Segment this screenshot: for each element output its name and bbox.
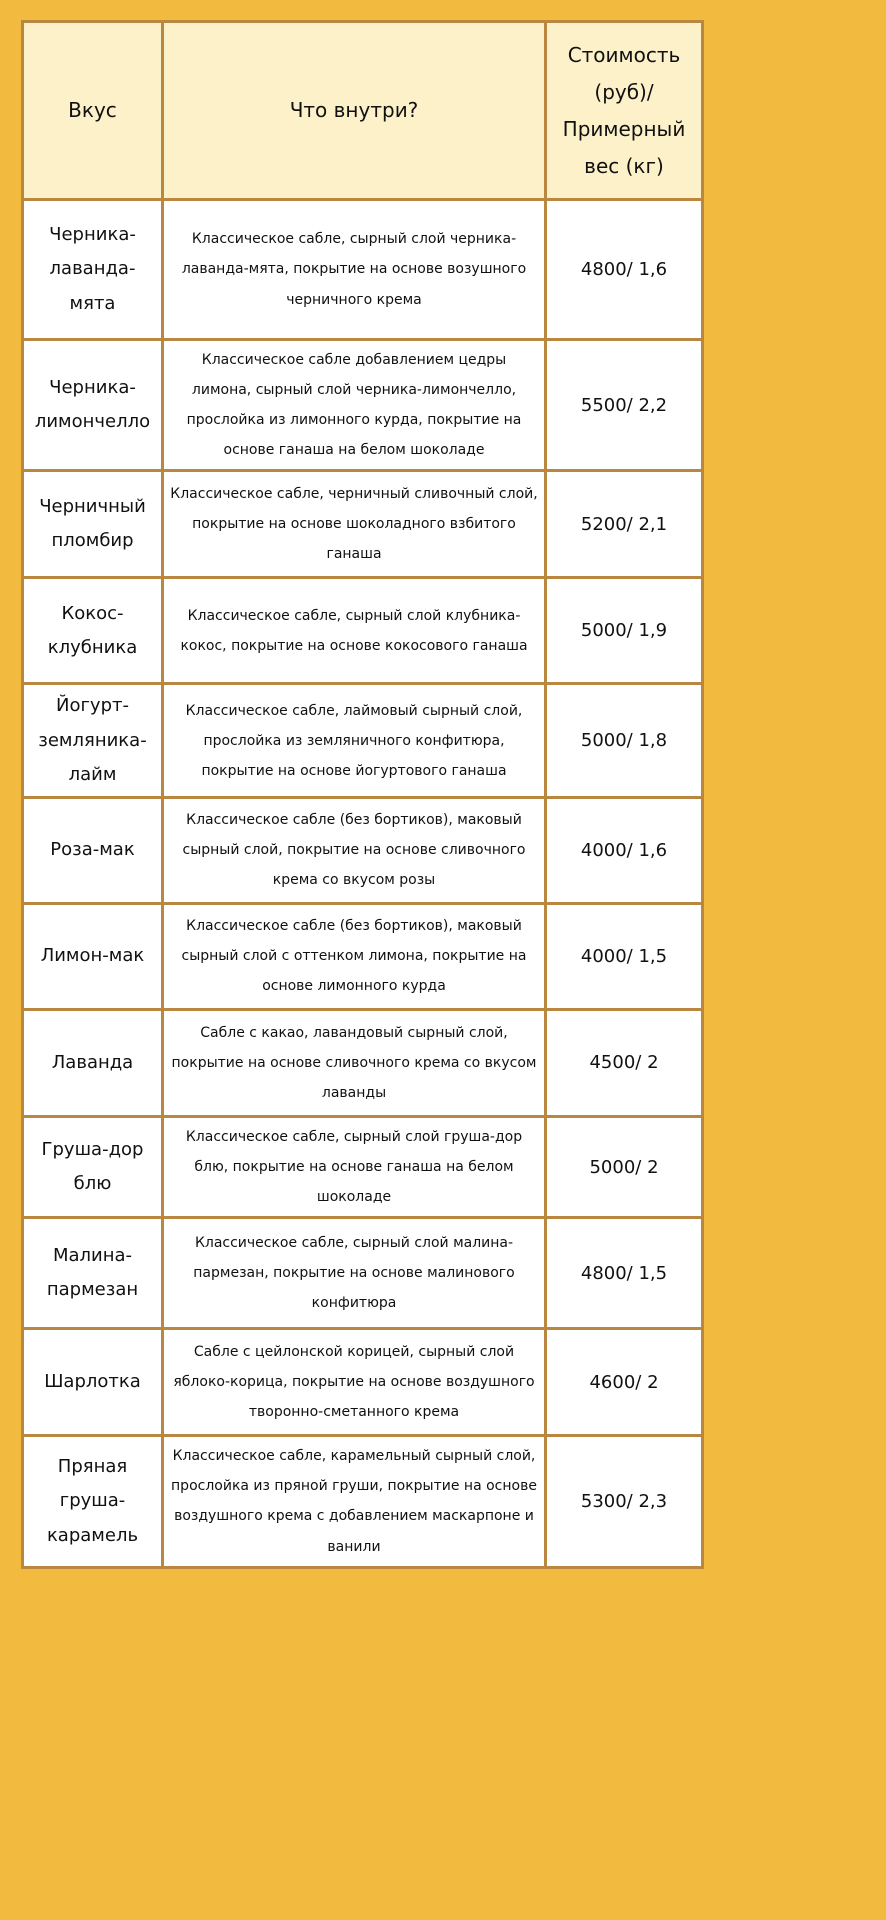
flavor-cell: Черника-лимончелло <box>23 340 163 471</box>
description-cell: Классическое сабле, сырный слой груша-дор блю, покрытие на основе ганаша на белом шоколаде <box>163 1116 546 1217</box>
description-cell: Классическое сабле добавлением цедры лимона, сырный слой черника-лимончелло, прослойка из лимонного курда, покрытие на основе ганаша на белом шоколаде <box>163 340 546 471</box>
table-row <box>23 471 703 578</box>
description-cell: Классическое сабле (без бортиков), маковый сырный слой, покрытие на основе сливочного крема со вкусом розы <box>163 797 546 903</box>
flavor-cell: Пряная груша-карамель <box>23 1436 163 1567</box>
description-cell: Классическое сабле, сырный слой клубника-кокос, покрытие на основе кокосового ганаша <box>163 578 546 684</box>
description-cell: Классическое сабле, карамельный сырный слой, прослойка из пряной груши, покрытие на основе воздушного крема с добавлением маскарпоне и ванили <box>163 1436 546 1567</box>
table-row <box>23 903 703 1009</box>
table-row <box>23 1009 703 1116</box>
header-inside: Что внутри? <box>163 22 546 200</box>
description-cell: Классическое сабле, черничный сливочный слой, покрытие на основе шоколадного взбитого ганаша <box>163 471 546 578</box>
description-cell: Классическое сабле, сырный слой черника-лаванда-мята, покрытие на основе возушного черничного крема <box>163 200 546 340</box>
price-weight-cell: 4600/ 2 <box>546 1329 703 1436</box>
flavor-cell: Роза-мак <box>23 797 163 903</box>
flavor-cell: Черничный пломбир <box>23 471 163 578</box>
flavor-cell: Малина-пармезан <box>23 1218 163 1329</box>
price-weight-cell: 5200/ 2,1 <box>546 471 703 578</box>
flavor-cell: Шарлотка <box>23 1329 163 1436</box>
price-table-container <box>21 20 701 1555</box>
price-weight-cell: 5000/ 2 <box>546 1116 703 1217</box>
description-cell: Классическое сабле (без бортиков), маковый сырный слой с оттенком лимона, покрытие на основе лимонного курда <box>163 903 546 1009</box>
description-cell: Сабле с какао, лавандовый сырный слой, покрытие на основе сливочного крема со вкусом лаванды <box>163 1009 546 1116</box>
flavor-cell: Йогурт-земляника-лайм <box>23 684 163 798</box>
table-row <box>23 797 703 903</box>
price-table <box>21 20 704 1569</box>
price-weight-cell: 4800/ 1,5 <box>546 1218 703 1329</box>
table-row <box>23 340 703 471</box>
price-weight-cell: 4000/ 1,5 <box>546 903 703 1009</box>
price-weight-cell: 4800/ 1,6 <box>546 200 703 340</box>
table-row <box>23 578 703 684</box>
description-cell: Классическое сабле, лаймовый сырный слой, прослойка из земляничного конфитюра, покрытие на основе йогуртового ганаша <box>163 684 546 798</box>
flavor-cell: Черника-лаванда-мята <box>23 200 163 340</box>
table-row <box>23 200 703 340</box>
table-row <box>23 1116 703 1217</box>
table-row <box>23 684 703 798</box>
header-flavor: Вкус <box>23 22 163 200</box>
flavor-cell: Груша-дор блю <box>23 1116 163 1217</box>
description-cell: Сабле с цейлонской корицей, сырный слой яблоко-корица, покрытие на основе воздушного творонно-сметанного крема <box>163 1329 546 1436</box>
price-weight-cell: 5000/ 1,8 <box>546 684 703 798</box>
price-weight-cell: 5300/ 2,3 <box>546 1436 703 1567</box>
flavor-cell: Лаванда <box>23 1009 163 1116</box>
table-row <box>23 1329 703 1436</box>
table-header-row <box>23 22 703 200</box>
flavor-cell: Лимон-мак <box>23 903 163 1009</box>
price-weight-cell: 5000/ 1,9 <box>546 578 703 684</box>
header-price-weight: Стоимость (руб)/ Примерный вес (кг) <box>546 22 703 200</box>
flavor-cell: Кокос-клубника <box>23 578 163 684</box>
table-row <box>23 1436 703 1567</box>
table-row <box>23 1218 703 1329</box>
price-weight-cell: 4500/ 2 <box>546 1009 703 1116</box>
price-weight-cell: 5500/ 2,2 <box>546 340 703 471</box>
price-weight-cell: 4000/ 1,6 <box>546 797 703 903</box>
description-cell: Классическое сабле, сырный слой малина-пармезан, покрытие на основе малинового конфитюра <box>163 1218 546 1329</box>
